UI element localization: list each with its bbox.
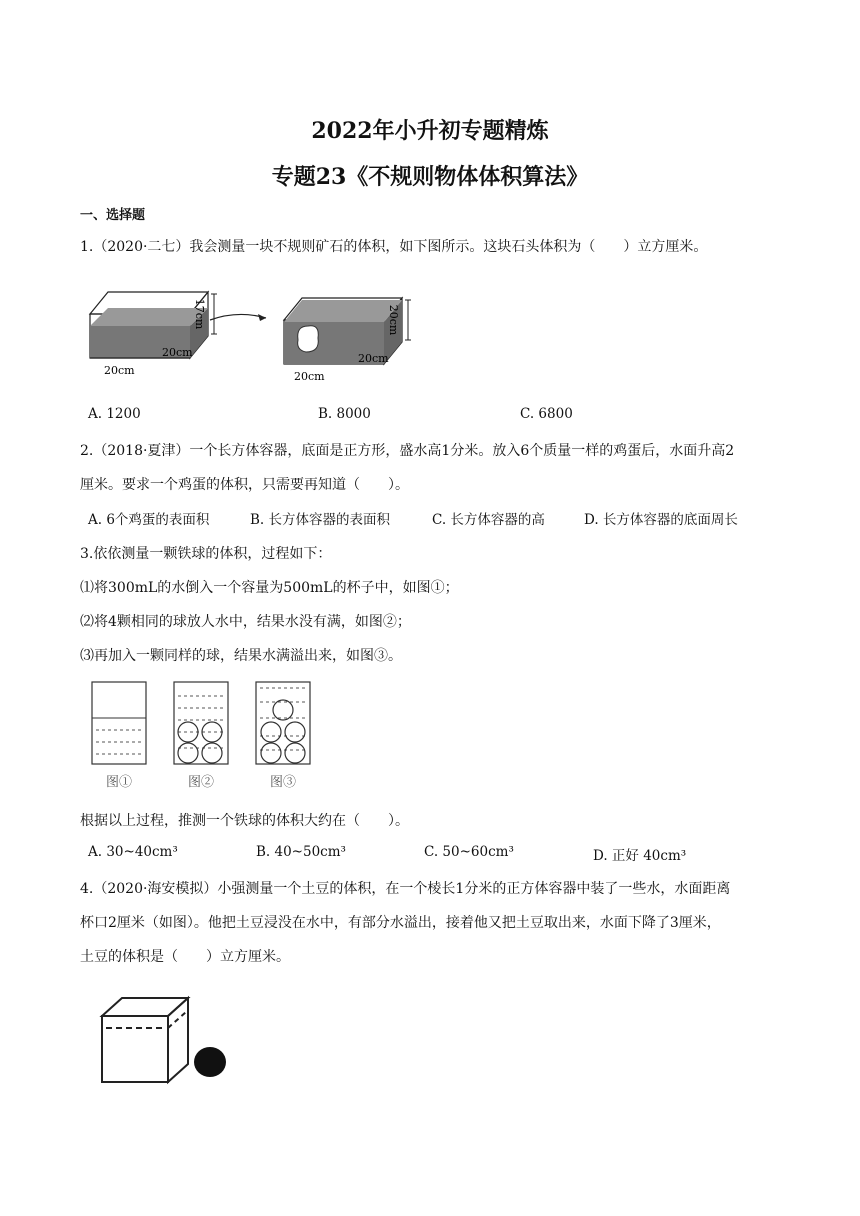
q2-option-a[interactable]: A. 6个鸡蛋的表面积 (88, 512, 210, 528)
q2-option-c[interactable]: C. 长方体容器的高 (432, 512, 545, 528)
q3-question: 根据以上过程，推测一个铁球的体积大约在（ ）。 (80, 813, 409, 829)
q3-step2: ⑵将4颗相同的球放人水中，结果水没有满，如图②； (80, 614, 411, 630)
q1-figure-before (82, 270, 222, 380)
q1-fig1-front-label: 20cm (104, 364, 135, 377)
q3-step1: ⑴将300mL的水倒入一个容量为500mL的杯子中，如图①； (80, 580, 459, 596)
q1-option-b[interactable]: B. 8000 (318, 406, 371, 422)
q1-fig2-front-label: 20cm (294, 370, 325, 383)
q3-fig2-label: 图② (187, 775, 215, 790)
arrow-icon (208, 306, 272, 328)
q3-option-c[interactable]: C. 50~60cm³ (424, 844, 514, 860)
q4-text-line3: 土豆的体积是（ ）立方厘米。 (80, 949, 290, 965)
q1-fig1-side-label: 20cm (162, 346, 193, 359)
section-heading: 一、选择题 (80, 208, 146, 223)
q3-fig1-label: 图① (105, 775, 133, 790)
page-title: 2022年小升初专题精炼 (311, 118, 549, 144)
q3-step3: ⑶再加入一颗同样的球，结果水满溢出来，如图③。 (80, 648, 402, 664)
q1-option-c[interactable]: C. 6800 (520, 406, 573, 422)
q1-fig1-height-label: 17cm (193, 298, 206, 330)
q2-option-b[interactable]: B. 长方体容器的表面积 (250, 512, 391, 528)
q3-option-a[interactable]: A. 30~40cm³ (88, 844, 178, 860)
q1-fig2-side-label: 20cm (358, 352, 389, 365)
potato-icon (194, 1047, 226, 1077)
q1-figure-after (278, 270, 418, 385)
q2-text-line1: 2.（2018·夏津）一个长方体容器，底面是正方形，盛水高1分米。放入6个质量一样的鸡蛋后，水面升高2 (80, 443, 735, 459)
page-subtitle: 专题23《不规则物体体积算法》 (271, 164, 589, 190)
q3-option-b[interactable]: B. 40~50cm³ (256, 844, 346, 860)
q3-cups-figure (88, 678, 328, 794)
q3-option-d[interactable]: D. 正好 40cm³ (593, 848, 687, 864)
q1-fig2-height-label: 20cm (387, 304, 400, 336)
q4-cube-figure (98, 994, 258, 1090)
q2-option-d[interactable]: D. 长方体容器的底面周长 (584, 512, 738, 528)
q3-text-line1: 3.依依测量一颗铁球的体积，过程如下： (80, 546, 332, 562)
q4-text-line1: 4.（2020·海安模拟）小强测量一个土豆的体积，在一个棱长1分米的正方体容器中装了一些水，水面距离 (80, 881, 731, 897)
q4-text-line2: 杯口2厘米（如图）。他把土豆浸没在水中，有部分水溢出，接着他又把土豆取出来，水面下降了3厘米， (80, 915, 721, 931)
q1-option-a[interactable]: A. 1200 (88, 406, 141, 422)
q2-text-line2: 厘米。要求一个鸡蛋的体积，只需要再知道（ ）。 (80, 477, 409, 493)
q1-text: 1.（2020·二七）我会测量一块不规则矿石的体积，如下图所示。这块石头体积为（ ）立方厘米。 (80, 239, 708, 255)
q3-fig3-label: 图③ (269, 775, 297, 790)
